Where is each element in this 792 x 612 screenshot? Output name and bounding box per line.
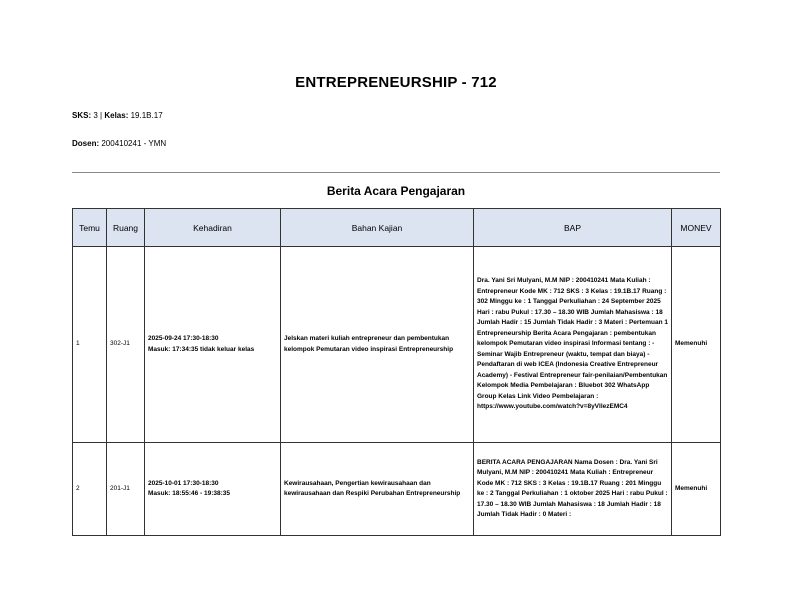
cell-monev: Memenuhi	[672, 247, 721, 443]
table-header-row	[73, 209, 721, 247]
kehadiran-schedule: 2025-10-01 17:30-18:30	[148, 479, 219, 487]
sks-label: SKS	[72, 111, 89, 120]
kehadiran-schedule: 2025-09-24 17:30-18:30	[148, 335, 219, 342]
header-bahan-kajian: Bahan Kajian	[281, 209, 474, 247]
cell-monev: Memenuhi	[672, 443, 721, 536]
divider	[72, 172, 720, 173]
sks-kelas-line: SKS: 3 | Kelas: 19.1B.17	[72, 111, 163, 120]
cell-temu: 2	[73, 443, 107, 536]
kehadiran-attendance: Masuk: 17:34:35 tidak keluar kelas	[148, 345, 255, 353]
kehadiran-attendance: Masuk: 18:55:46 - 19:38:35	[148, 490, 231, 497]
cell-kehadiran	[145, 443, 281, 536]
cell-ruang: 201-J1	[107, 443, 145, 536]
header-kehadiran: Kehadiran	[145, 209, 281, 247]
dosen-label: Dosen	[72, 139, 97, 148]
sks-value: 3	[93, 111, 98, 120]
kelas-value: 19.1B.17	[130, 111, 163, 120]
cell-kehadiran	[145, 247, 281, 443]
table-row	[73, 247, 721, 443]
page-title: ENTREPRENEURSHIP - 712	[295, 74, 497, 91]
header-monev: MONEV	[672, 209, 721, 247]
kelas-label: Kelas	[104, 111, 126, 120]
cell-bap: BERITA ACARA PENGAJARAN Nama Dosen : Dra. Yani Sri Mulyani, M.M NIP : 200410241 Mata Kuliah : Entrepreneur Kode MK : 712 SKS : 3 Kelas : 19.1B.17 Ruang : 201 Minggu ke : 2 Tanggal Perkuliahan : 1 oktober 2025 Hari : rabu Pukul : 17.30 – 18.30 WIB Jumlah Mahasiswa : 18 Jumlah Hadir : 18 Jumlah Tidak Hadir : 0 Materi :	[474, 443, 672, 536]
cell-ruang: 302-J1	[107, 247, 145, 443]
cell-bahan-kajian: Jelskan materi kuliah entrepreneur dan pembentukan kelompok Pemutaran video inspirasi Entrepreneurship	[281, 247, 474, 443]
dosen-line: Dosen: 200410241 - YMN	[72, 139, 167, 148]
cell-bap: Dra. Yani Sri Mulyani, M.M NIP : 200410241 Mata Kuliah : Entrepreneur Kode MK : 712 SKS : 3 Kelas : 19.1B.17 Ruang : 302 Minggu ke : 1 Tanggal Perkuliahan : 24 September 2025 Hari : rabu Pukul : 17.30 – 18.30 WIB Jumlah Mahasiswa : 18 Jumlah Hadir : 15 Jumlah Tidak Hadir : 3 Materi : Pertemuan 1 Entrepreneurship Berita Acara Pengajaran : pembentukan kelompok Pemutaran video inspirasi Informasi tentang : - Seminar Wajib Entrepreneur (waktu, tempat dan biaya) - Pendaftaran di web ICEA (Indonesia Creative Entrepreneur Academy) - Festival Entrepreneur fair-penilaian/Pembentukan Kelompok Media Pembelajaran : Bluebot 302 WhatsApp Group Kelas Link Video Pembelajaran : https://www.youtube.com/watch?v=8yVllezEMC4	[474, 247, 672, 443]
cell-temu: 1	[73, 247, 107, 443]
dosen-value: 200410241 - YMN	[101, 139, 167, 148]
separator: |	[97, 111, 105, 120]
bap-table	[72, 208, 721, 536]
header-temu: Temu	[73, 209, 107, 247]
cell-bahan-kajian: Kewirausahaan, Pengertian kewirausahaan dan kewirausahaan dan Respiki Perubahan Entrepreneurship	[281, 443, 474, 536]
header-ruang: Ruang	[107, 209, 145, 247]
table-row	[73, 443, 721, 536]
header-bap: BAP	[474, 209, 672, 247]
section-title: Berita Acara Pengajaran	[326, 184, 466, 198]
